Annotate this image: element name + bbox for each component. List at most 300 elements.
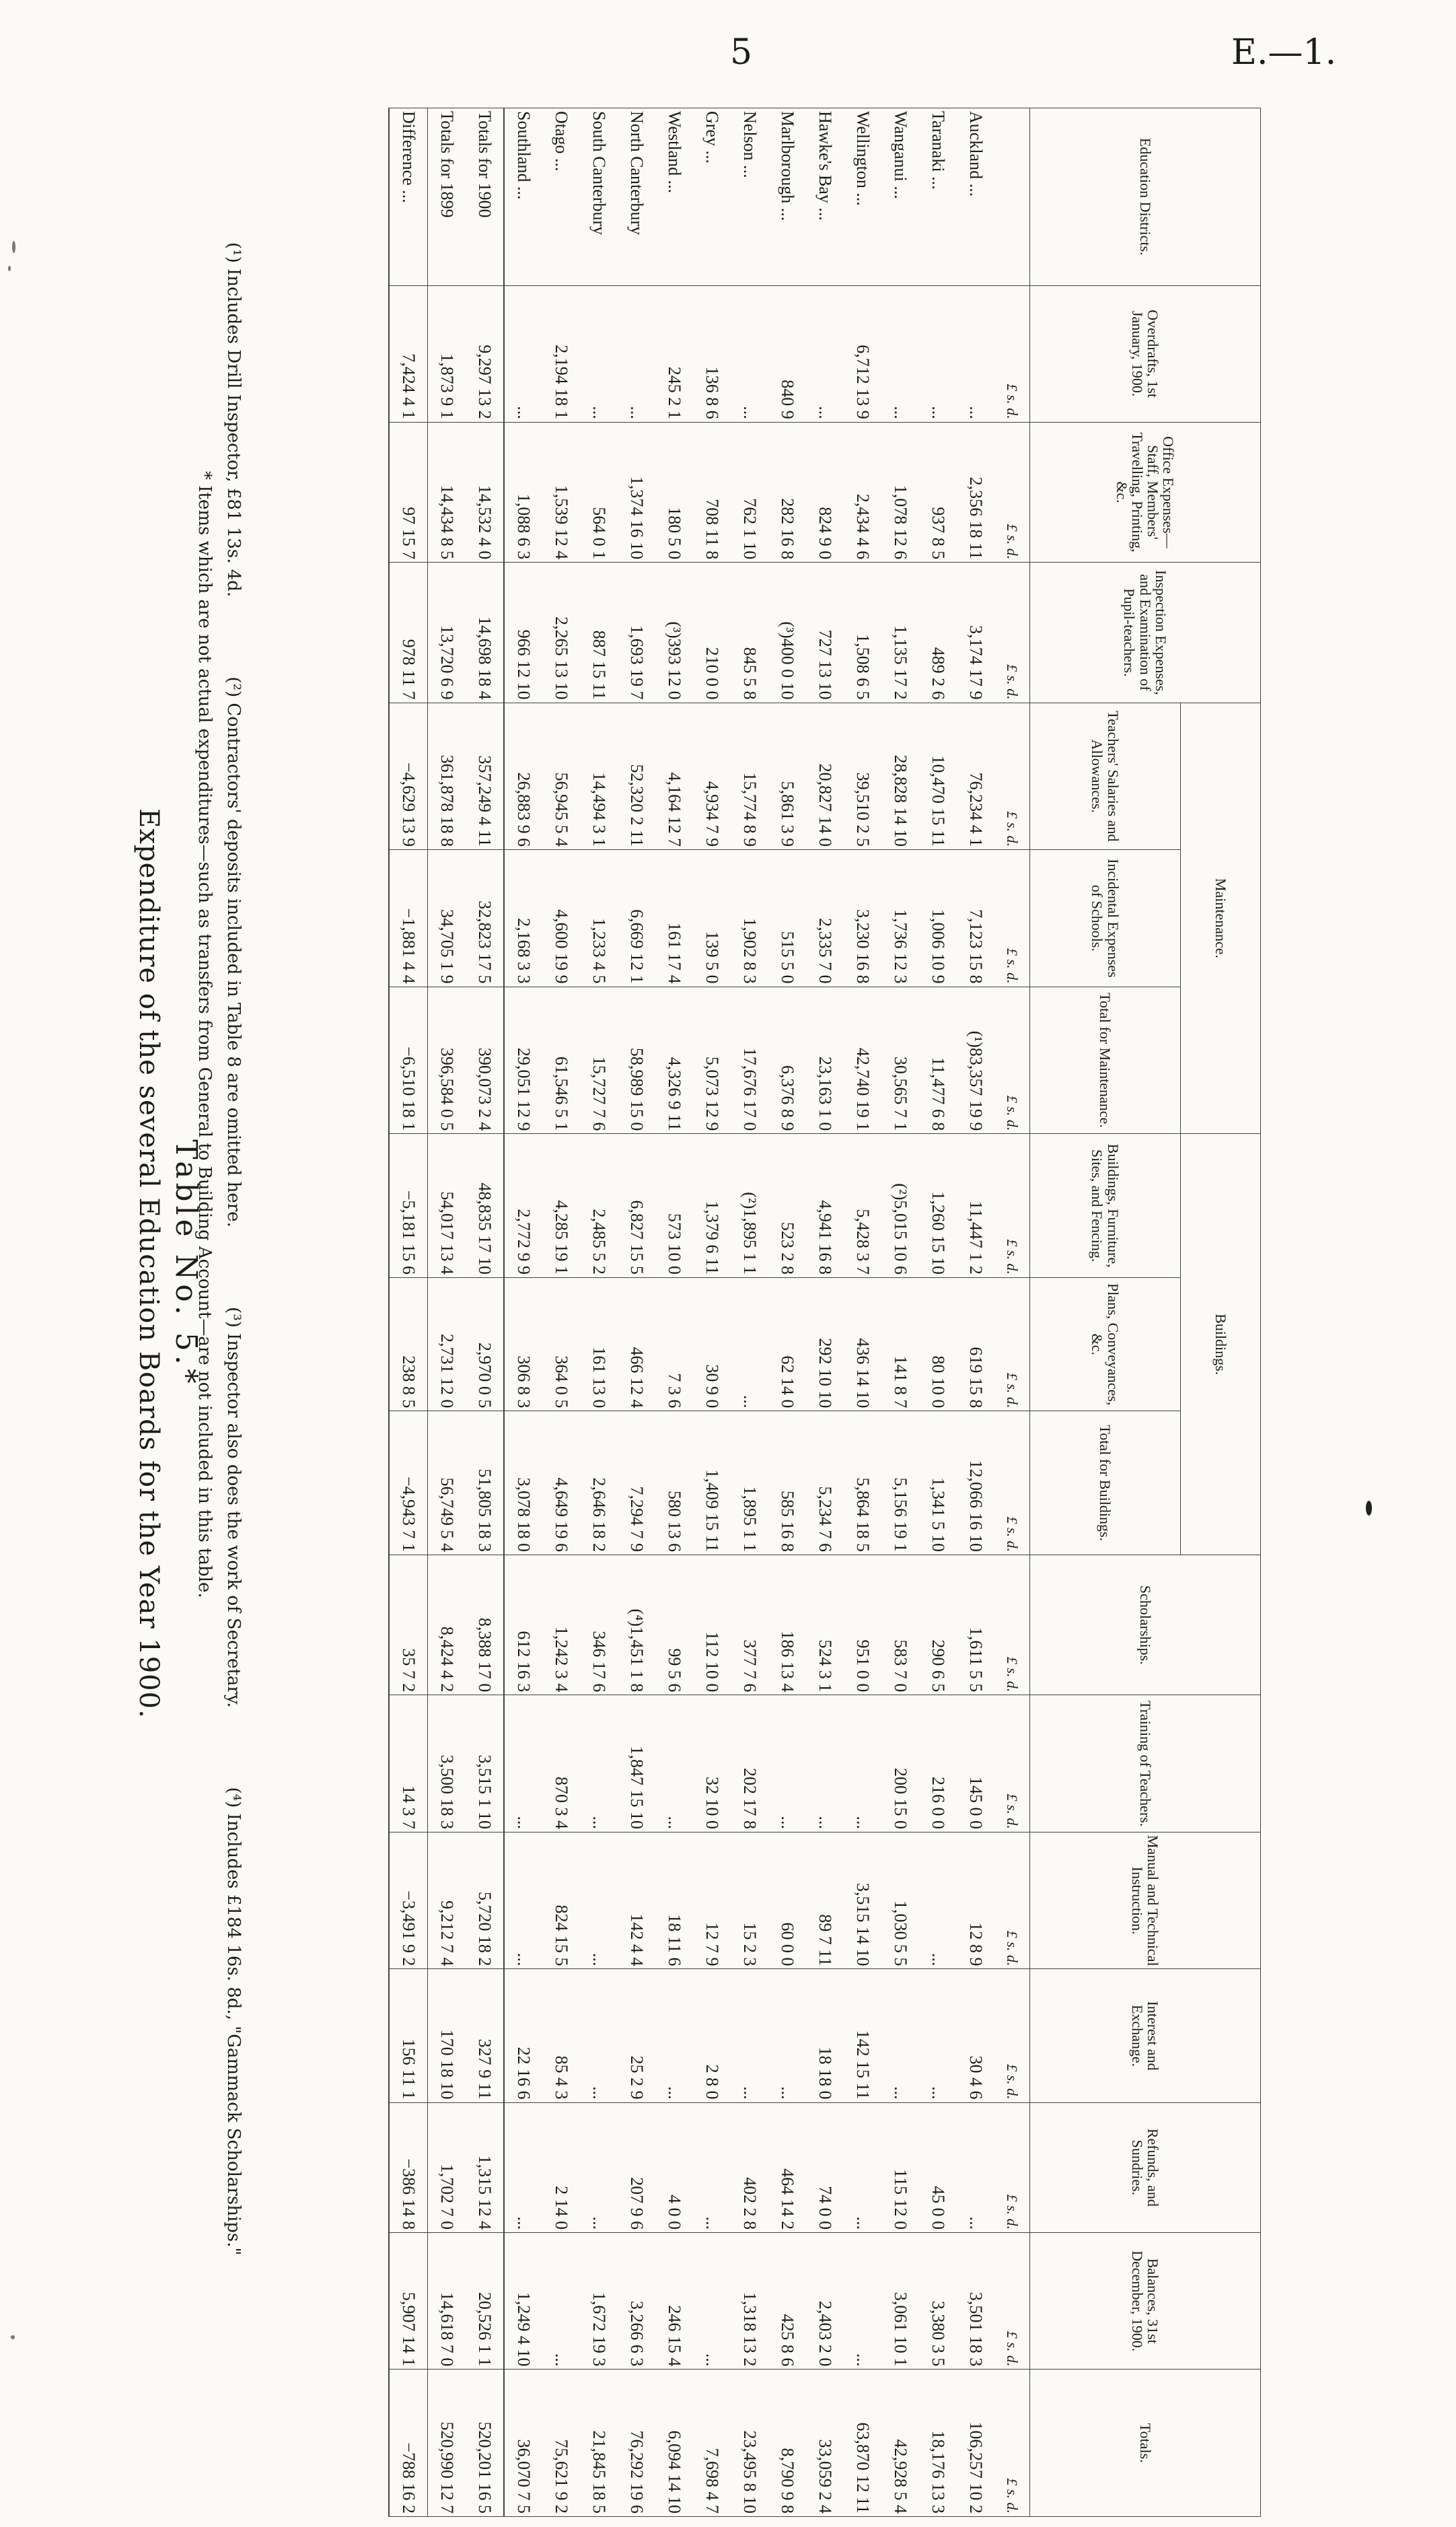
- table-cell: 282 16 8: [768, 422, 806, 562]
- table-row: [542, 108, 580, 2517]
- table-cell: 1,135 17 2: [881, 563, 919, 703]
- table-cell: 14,698 18 4: [466, 563, 504, 703]
- table-cell: 364 0 5: [542, 1277, 580, 1411]
- table-cell: 580 13 6: [655, 1411, 693, 1555]
- table-cell: ...: [844, 1695, 881, 1832]
- table-cell: 2 14 0: [542, 2102, 580, 2232]
- table-cell: ...: [504, 1832, 542, 1969]
- table-cell: ...: [504, 1695, 542, 1832]
- table-cell: 2 8 0: [693, 1969, 731, 2102]
- table-cell: ...: [731, 285, 768, 422]
- table-cell: 1,895 1 1: [731, 1411, 768, 1555]
- table-cell: 5,907 14 1: [389, 2233, 428, 2370]
- header-refunds: Refunds, and Sundries.: [1030, 2102, 1261, 2232]
- table-cell: 170 18 10: [428, 1969, 466, 2102]
- table-row: [957, 108, 994, 2517]
- table-cell: 357,249 4 11: [466, 703, 504, 849]
- footnote-1: (¹) Includes Drill Inspector, £81 13s. 4d.: [223, 242, 244, 598]
- table-cell: 26,883 9 6: [504, 703, 542, 849]
- table-cell: 951 0 0: [844, 1555, 881, 1695]
- table-cell: 186 13 4: [768, 1555, 806, 1695]
- table-cell: 30 9 0: [693, 1277, 731, 1411]
- table-cell: 216 0 0: [919, 1695, 957, 1832]
- table-cell: 42,740 19 1: [844, 987, 881, 1134]
- footnote-star: * Items which are not actual expenditures—such as transfers from General to Building Account—are not included in this table.: [194, 471, 215, 1598]
- table-cell: 290 6 5: [919, 1555, 957, 1695]
- table-cell: 4,164 12 7: [655, 703, 693, 849]
- table-cell: 612 16 3: [504, 1555, 542, 1695]
- unit-cell: £ s. d.: [994, 987, 1030, 1134]
- header-training: Training of Teachers.: [1030, 1695, 1261, 1832]
- table-cell: 17,676 17 0: [731, 987, 768, 1134]
- unit-cell: £ s. d.: [994, 1695, 1030, 1832]
- table-cell: 13,720 6 9: [428, 563, 466, 703]
- table-cell: 1,873 9 1: [428, 285, 466, 422]
- district-name: South Canterbury: [580, 108, 618, 286]
- table-number: Table No. 5.*: [169, 1139, 203, 1388]
- table-cell: ...: [693, 2102, 731, 2232]
- table-cell: 1,847 15 10: [618, 1695, 655, 1832]
- table-cell: 1,260 15 10: [919, 1134, 957, 1278]
- table-cell: 45 0 0: [919, 2102, 957, 2232]
- unit-cell: £ s. d.: [994, 2233, 1030, 2370]
- table-cell: 89 7 11: [806, 1832, 844, 1969]
- header-total-buildings: Total for Buildings.: [1030, 1411, 1181, 1555]
- table-cell: 112 10 0: [693, 1555, 731, 1695]
- table-cell: 12,066 16 10: [957, 1411, 994, 1555]
- table-cell: 425 8 6: [768, 2233, 806, 2370]
- table-cell: 1,006 10 9: [919, 850, 957, 987]
- table-cell: 20,526 1 1: [466, 2233, 504, 2370]
- table-cell: (³)400 0 10: [768, 563, 806, 703]
- unit-cell: £ s. d.: [994, 1555, 1030, 1695]
- table-cell: ...: [580, 1695, 618, 1832]
- table-cell: 727 13 10: [806, 563, 844, 703]
- table-cell: 466 12 4: [618, 1277, 655, 1411]
- unit-cell: £ s. d.: [994, 1277, 1030, 1411]
- table-cell: 180 5 0: [655, 422, 693, 562]
- table-cell: 573 10 0: [655, 1134, 693, 1278]
- table-cell: 390,073 2 4: [466, 987, 504, 1134]
- table-cell: 1,508 6 5: [844, 563, 881, 703]
- table-cell: 708 11 8: [693, 422, 731, 562]
- header-districts: Education Districts.: [1030, 108, 1261, 286]
- district-name: Totals for 1899: [428, 108, 466, 286]
- table-cell: 15 2 3: [731, 1832, 768, 1969]
- table-cell: 2,265 13 10: [542, 563, 580, 703]
- table-cell: 30 4 6: [957, 1969, 994, 2102]
- table-cell: 937 8 5: [919, 422, 957, 562]
- table-cell: ...: [844, 2102, 881, 2232]
- table-cell: 5,861 3 9: [768, 703, 806, 849]
- table-cell: ...: [618, 285, 655, 422]
- table-cell: 97 15 7: [389, 422, 428, 562]
- table-cell: 11,477 6 8: [919, 987, 957, 1134]
- table-cell: −4,629 13 9: [389, 703, 428, 849]
- table-cell: 4,600 19 9: [542, 850, 580, 987]
- table-cell: ...: [655, 1695, 693, 1832]
- table-cell: 9,297 13 2: [466, 285, 504, 422]
- table-cell: 978 11 7: [389, 563, 428, 703]
- table-cell: 7,294 7 9: [618, 1411, 655, 1555]
- table-cell: ...: [580, 2102, 618, 2232]
- table-cell: 52,320 2 11: [618, 703, 655, 849]
- table-cell: 51,805 18 3: [466, 1411, 504, 1555]
- expenditure-table: [388, 108, 1261, 2517]
- header-scholarships: Scholarships.: [1030, 1555, 1261, 1695]
- table-cell: ...: [881, 285, 919, 422]
- table-cell: 1,902 8 3: [731, 850, 768, 987]
- table-cell: ...: [957, 2102, 994, 2232]
- table-cell: ...: [655, 1969, 693, 2102]
- header-buildings: Buildings.: [1181, 1134, 1261, 1555]
- table-cell: 5,720 18 2: [466, 1832, 504, 1969]
- table-cell: 115 12 0: [881, 2102, 919, 2232]
- table-cell: 2,194 18 1: [542, 285, 580, 422]
- table-cell: 246 15 4: [655, 2233, 693, 2370]
- unit-cell: £ s. d.: [994, 1969, 1030, 2102]
- table-cell: 840 9: [768, 285, 806, 422]
- table-cell: 1,736 12 3: [881, 850, 919, 987]
- table-cell: 4,649 19 6: [542, 1411, 580, 1555]
- table-cell: 2,403 2 0: [806, 2233, 844, 2370]
- table-cell: 3,500 18 3: [428, 1695, 466, 1832]
- table-cell: 6,827 15 5: [618, 1134, 655, 1278]
- table-cell: ...: [504, 2102, 542, 2232]
- table-row: [466, 108, 504, 2517]
- table-cell: 14,532 4 0: [466, 422, 504, 562]
- table-cell: 6,669 12 1: [618, 850, 655, 987]
- table-cell: 3,061 10 1: [881, 2233, 919, 2370]
- table-cell: 18 18 0: [806, 1969, 844, 2102]
- table-cell: 1,379 6 11: [693, 1134, 731, 1278]
- district-name: Otago ...: [542, 108, 580, 286]
- table-cell: 210 0 0: [693, 563, 731, 703]
- table-cell: 762 1 10: [731, 422, 768, 562]
- table-cell: 5,864 18 5: [844, 1411, 881, 1555]
- header-teachers: Teachers' Salaries and Allowances.: [1030, 703, 1181, 849]
- table-cell: 4,285 19 1: [542, 1134, 580, 1278]
- table-cell: (¹)83,357 19 9: [957, 987, 994, 1134]
- table-cell: 2,356 18 11: [957, 422, 994, 562]
- table-cell: 824 15 5: [542, 1832, 580, 1969]
- table-cell: 63,870 12 11: [844, 2370, 881, 2517]
- table-cell: 39,510 2 5: [844, 703, 881, 849]
- table-cell: ...: [768, 1969, 806, 2102]
- table-cell: 161 13 0: [580, 1277, 618, 1411]
- table-cell: 25 2 9: [618, 1969, 655, 2102]
- table-cell: ...: [580, 1969, 618, 2102]
- table-cell: 1,249 4 10: [504, 2233, 542, 2370]
- table-cell: 8,424 4 2: [428, 1555, 466, 1695]
- table-cell: 28,828 14 10: [881, 703, 919, 849]
- table-cell: 21,845 18 5: [580, 2370, 618, 2517]
- table-cell: ...: [806, 285, 844, 422]
- table-cell: 80 10 0: [919, 1277, 957, 1411]
- table-row: [580, 108, 618, 2517]
- table-cell: −5,181 15 6: [389, 1134, 428, 1278]
- header-incidental: Incidental Expenses of Schools.: [1030, 850, 1181, 987]
- table-cell: 76,234 4 1: [957, 703, 994, 849]
- table-cell: 1,318 13 2: [731, 2233, 768, 2370]
- table-cell: 523 2 8: [768, 1134, 806, 1278]
- table-cell: 346 17 6: [580, 1555, 618, 1695]
- table-cell: 99 5 6: [655, 1555, 693, 1695]
- table-cell: 396,584 0 5: [428, 987, 466, 1134]
- table-cell: 9,212 7 4: [428, 1832, 466, 1969]
- table-cell: 966 12 10: [504, 563, 542, 703]
- table-cell: 139 5 0: [693, 850, 731, 987]
- table-cell: 3,230 16 8: [844, 850, 881, 987]
- table-cell: 8,790 9 8: [768, 2370, 806, 2517]
- table-cell: 6,376 8 9: [768, 987, 806, 1134]
- table-cell: 15,774 8 9: [731, 703, 768, 849]
- unit-cell: £ s. d.: [994, 2370, 1030, 2517]
- table-cell: 61,546 5 1: [542, 987, 580, 1134]
- table-cell: 142 4 4: [618, 1832, 655, 1969]
- district-name: Marlborough ...: [768, 108, 806, 286]
- header-totals: Totals.: [1030, 2370, 1261, 2517]
- table-cell: 402 2 8: [731, 2102, 768, 2232]
- unit-cell: £ s. d.: [994, 563, 1030, 703]
- district-name: Auckland ...: [957, 108, 994, 286]
- table-cell: 520,990 12 7: [428, 2370, 466, 2517]
- table-cell: 1,693 19 7: [618, 563, 655, 703]
- table-cell: 85 4 3: [542, 1969, 580, 2102]
- table-cell: 6,094 14 10: [655, 2370, 693, 2517]
- table-cell: 7,424 4 1: [389, 285, 428, 422]
- header-manual: Manual and Technical Instruction.: [1030, 1832, 1261, 1969]
- table-cell: 15,727 7 6: [580, 987, 618, 1134]
- unit-cell: £ s. d.: [994, 703, 1030, 849]
- table-cell: 4,326 9 11: [655, 987, 693, 1134]
- table-cell: 870 3 4: [542, 1695, 580, 1832]
- table-cell: 377 7 6: [731, 1555, 768, 1695]
- table-cell: 1,315 12 4: [466, 2102, 504, 2232]
- header-total-maintenance: Total for Maintenance.: [1030, 987, 1181, 1134]
- unit-cell: £ s. d.: [994, 2102, 1030, 2232]
- district-name: Totals for 1900: [466, 108, 504, 286]
- table-cell: 2,485 5 2: [580, 1134, 618, 1278]
- table-cell: 524 3 1: [806, 1555, 844, 1695]
- table-cell: ...: [768, 1695, 806, 1832]
- table-cell: ...: [542, 2233, 580, 2370]
- table-cell: ...: [806, 1695, 844, 1832]
- table-row: [618, 108, 655, 2517]
- table-cell: 464 14 2: [768, 2102, 806, 2232]
- table-row: [881, 108, 919, 2517]
- table-cell: ...: [919, 1832, 957, 1969]
- table-cell: 106,257 10 2: [957, 2370, 994, 2517]
- table-cell: 141 8 7: [881, 1277, 919, 1411]
- table-cell: 14 3 7: [389, 1695, 428, 1832]
- table-cell: 11,447 1 2: [957, 1134, 994, 1278]
- table-cell: 207 9 6: [618, 2102, 655, 2232]
- table-cell: 520,201 16 5: [466, 2370, 504, 2517]
- table-cell: −386 14 8: [389, 2102, 428, 2232]
- header-office: Office Expenses—Staff, Members' Travelling, Printing, &c.: [1030, 422, 1261, 562]
- table-cell: 142 15 11: [844, 1969, 881, 2102]
- table-cell: 3,174 17 9: [957, 563, 994, 703]
- table-cell: ...: [919, 285, 957, 422]
- table-body: [389, 108, 1030, 2517]
- table-cell: ...: [881, 1969, 919, 2102]
- unit-cell: [994, 108, 1030, 286]
- table-cell: 136 8 6: [693, 285, 731, 422]
- table-cell: 1,242 3 4: [542, 1555, 580, 1695]
- table-cell: 1,374 16 10: [618, 422, 655, 562]
- table-cell: 62 14 0: [768, 1277, 806, 1411]
- table-cell: ...: [957, 285, 994, 422]
- table-cell: 14,618 7 0: [428, 2233, 466, 2370]
- table-cell: 1,409 15 11: [693, 1411, 731, 1555]
- table-row: [844, 108, 881, 2517]
- table-row: [768, 108, 806, 2517]
- table-row: [389, 108, 428, 2517]
- unit-cell: £ s. d.: [994, 422, 1030, 562]
- header-overdrafts: Overdrafts, 1st January, 1900.: [1030, 285, 1261, 422]
- header-inspection: Inspection Expenses, and Examination of Pupil-teachers.: [1030, 563, 1261, 703]
- table-cell: 7,698 4 7: [693, 2370, 731, 2517]
- table-cell: 1,088 6 3: [504, 422, 542, 562]
- table-cell: 515 5 0: [768, 850, 806, 987]
- table-cell: 75,621 9 2: [542, 2370, 580, 2517]
- table-cell: ...: [919, 1969, 957, 2102]
- header-balances: Balances, 31st December, 1900.: [1030, 2233, 1261, 2370]
- table-cell: 33,059 2 4: [806, 2370, 844, 2517]
- page-code: E.—1.: [1231, 32, 1337, 73]
- table-cell: 200 15 0: [881, 1695, 919, 1832]
- unit-row: [994, 108, 1030, 2517]
- table-cell: 12 7 9: [693, 1832, 731, 1969]
- table-cell: 2,434 4 6: [844, 422, 881, 562]
- unit-cell: £ s. d.: [994, 1411, 1030, 1555]
- table-cell: ...: [731, 1277, 768, 1411]
- table-cell: 3,515 14 10: [844, 1832, 881, 1969]
- table-cell: 202 17 8: [731, 1695, 768, 1832]
- table-row: [428, 108, 466, 2517]
- table-cell: 2,772 9 9: [504, 1134, 542, 1278]
- table-cell: 56,749 5 4: [428, 1411, 466, 1555]
- table-cell: 5,073 12 9: [693, 987, 731, 1134]
- page-number: 5: [730, 32, 753, 73]
- table-cell: 564 0 1: [580, 422, 618, 562]
- table-cell: 56,945 5 4: [542, 703, 580, 849]
- table-title: Expenditure of the several Education Boards for the Year 1900.: [133, 808, 164, 1719]
- table-cell: 1,341 5 10: [919, 1411, 957, 1555]
- table-cell: 845 5 8: [731, 563, 768, 703]
- table-cell: 5,234 7 6: [806, 1411, 844, 1555]
- table-cell: (³)393 12 0: [655, 563, 693, 703]
- table-cell: 14,494 3 1: [580, 703, 618, 849]
- table-cell: 887 15 11: [580, 563, 618, 703]
- table-cell: 2,335 7 0: [806, 850, 844, 987]
- table-cell: ...: [580, 1832, 618, 1969]
- table-cell: 4 0 0: [655, 2102, 693, 2232]
- table-row: [806, 108, 844, 2517]
- table-cell: 58,989 15 0: [618, 987, 655, 1134]
- table-cell: 12 8 9: [957, 1832, 994, 1969]
- district-name: Hawke's Bay ...: [806, 108, 844, 286]
- unit-cell: £ s. d.: [994, 1832, 1030, 1969]
- table-cell: 20,827 14 0: [806, 703, 844, 849]
- table-cell: 5,428 3 7: [844, 1134, 881, 1278]
- table-cell: 1,078 12 6: [881, 422, 919, 562]
- table-row: [655, 108, 693, 2517]
- table-cell: 1,672 19 3: [580, 2233, 618, 2370]
- table-cell: 3,515 1 10: [466, 1695, 504, 1832]
- district-name: Westland ...: [655, 108, 693, 286]
- table-cell: 32,823 17 5: [466, 850, 504, 987]
- footnote-2: (²) Contractors' deposits included in Table 8 are omitted here.: [223, 676, 244, 1227]
- district-name: Difference ...: [389, 108, 428, 286]
- table-cell: 824 9 0: [806, 422, 844, 562]
- table-cell: 22 16 6: [504, 1969, 542, 2102]
- table-cell: ...: [504, 285, 542, 422]
- table-cell: 2,731 12 0: [428, 1277, 466, 1411]
- table-cell: 74 0 0: [806, 2102, 844, 2232]
- table-cell: 156 11 1: [389, 1969, 428, 2102]
- table-cell: 34,705 1 9: [428, 850, 466, 987]
- table-cell: 18,176 13 3: [919, 2370, 957, 2517]
- unit-cell: £ s. d.: [994, 1134, 1030, 1278]
- table-cell: 5,156 19 1: [881, 1411, 919, 1555]
- table-cell: 2,168 3 3: [504, 850, 542, 987]
- table-cell: 23,163 1 0: [806, 987, 844, 1134]
- unit-cell: £ s. d.: [994, 850, 1030, 987]
- table-cell: ...: [693, 2233, 731, 2370]
- district-name: Wellington ...: [844, 108, 881, 286]
- district-name: Nelson ...: [731, 108, 768, 286]
- table-cell: 35 7 2: [389, 1555, 428, 1695]
- table-cell: 10,470 15 11: [919, 703, 957, 849]
- table-cell: 436 14 10: [844, 1277, 881, 1411]
- table-cell: 327 9 11: [466, 1969, 504, 2102]
- table-cell: 7,123 15 8: [957, 850, 994, 987]
- district-name: Wanganui ...: [881, 108, 919, 286]
- table-row: [693, 108, 731, 2517]
- table-cell: ...: [844, 2233, 881, 2370]
- table-cell: 583 7 0: [881, 1555, 919, 1695]
- table-cell: 145 0 0: [957, 1695, 994, 1832]
- table-row: [919, 108, 957, 2517]
- table-cell: ...: [580, 285, 618, 422]
- table-cell: 2,970 0 5: [466, 1277, 504, 1411]
- table-cell: 1,702 7 0: [428, 2102, 466, 2232]
- table-cell: 3,078 18 0: [504, 1411, 542, 1555]
- header-interest: Interest and Exchange.: [1030, 1969, 1261, 2102]
- table-cell: 29,051 12 9: [504, 987, 542, 1134]
- table-cell: −788 16 2: [389, 2370, 428, 2517]
- table-cell: 60 0 0: [768, 1832, 806, 1969]
- footnotes-line-1: [223, 242, 244, 2255]
- footnote-4: (⁴) Includes £184 16s. 8d., "Gammack Scholarships.": [223, 1787, 244, 2256]
- table-cell: 238 8 5: [389, 1277, 428, 1411]
- table-cell: 54,017 13 4: [428, 1134, 466, 1278]
- table-cell: 7 3 6: [655, 1277, 693, 1411]
- table-cell: 76,292 19 6: [618, 2370, 655, 2517]
- table-cell: 36,070 7 5: [504, 2370, 542, 2517]
- header-buildings-furniture: Buildings, Furniture, Sites, and Fencing.: [1030, 1134, 1181, 1278]
- table-cell: 3,380 3 5: [919, 2233, 957, 2370]
- table-row: [504, 108, 542, 2517]
- table-cell: 14,434 8 5: [428, 422, 466, 562]
- table-cell: (²)1,895 1 1: [731, 1134, 768, 1278]
- table-cell: 489 2 6: [919, 563, 957, 703]
- header-maintenance: Maintenance.: [1181, 703, 1261, 1134]
- table-cell: 1,233 4 5: [580, 850, 618, 987]
- header-plans: Plans, Conveyances, &c.: [1030, 1277, 1181, 1411]
